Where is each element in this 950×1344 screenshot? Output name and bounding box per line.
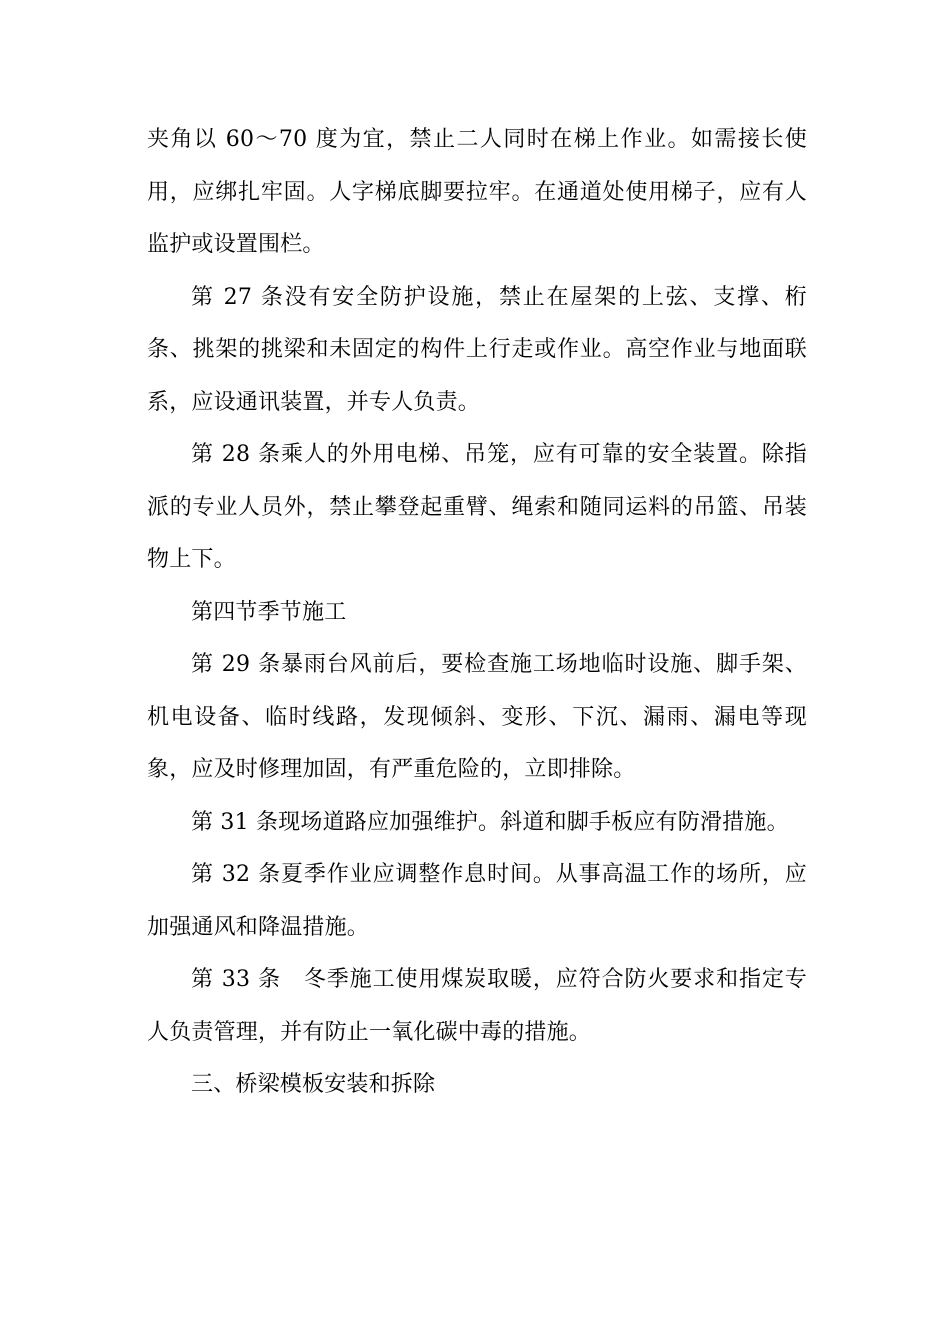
paragraph-article-31: 第 31 条现场道路应加强维护。斜道和脚手板应有防滑措施。 (191, 809, 789, 835)
paragraph-article-29: 第 29 条暴雨台风前后，要检查施工场地临时设施、脚手架、机电设备、临时线路，发现倾斜、变形、下沉、漏雨、漏电等现象，应及时修理加固，有严重危险的，立即排除。 (147, 652, 807, 782)
section-heading-bridge-formwork: 三、桥梁模板安装和拆除 (191, 1072, 436, 1097)
document-body (147, 114, 807, 1112)
paragraph-article-32: 第 32 条夏季作业应调整作息时间。从事高温工作的场所，应加强通风和降温措施。 (147, 862, 807, 940)
paragraph-ladder-angle: 夹角以 60～70 度为宜，禁止二人同时在梯上作业。如需接长使用，应绑扎牢固。人字梯底脚要拉牢。在通道处使用梯子，应有人监护或设置围栏。 (147, 127, 807, 257)
section-heading-seasonal-construction: 第四节季节施工 (191, 599, 347, 625)
paragraph-article-33: 第 33 条 冬季施工使用煤炭取暖，应符合防火要求和指定专人负责管理，并有防止一氧化碳中毒的措施。 (147, 967, 807, 1045)
paragraph-article-28: 第 28 条乘人的外用电梯、吊笼，应有可靠的安全装置。除指派的专业人员外，禁止攀登起重臂、绳索和随同运料的吊篮、吊装物上下。 (147, 442, 807, 572)
paragraph-article-27: 第 27 条没有安全防护设施，禁止在屋架的上弦、支撑、桁条、挑架的挑梁和未固定的构件上行走或作业。高空作业与地面联系，应设通讯装置，并专人负责。 (147, 284, 807, 415)
